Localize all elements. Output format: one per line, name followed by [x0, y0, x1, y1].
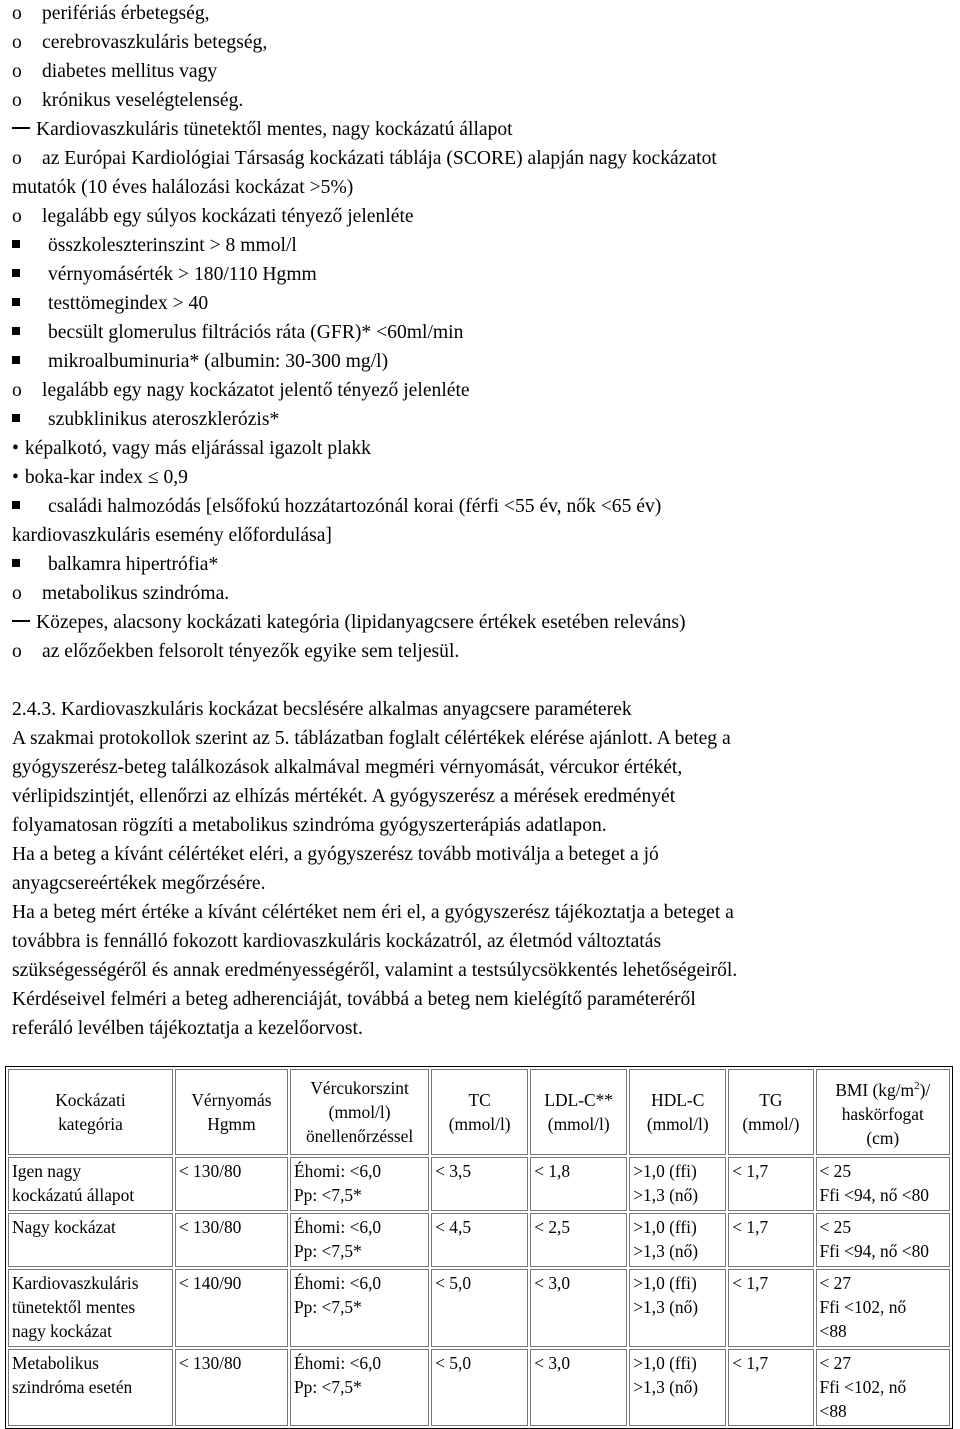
- paragraph-line: folyamatosan rögzíti a metabolikus szindróma gyógyszerterápiás adatlapon.: [12, 815, 607, 836]
- circle-bullet-icon: o: [12, 32, 22, 53]
- list-item-text: mutatók (10 éves halálozási kockázat >5%): [12, 177, 354, 198]
- list-item-text: legalább egy nagy kockázatot jelentő tényező jelenléte: [42, 380, 470, 401]
- table-cell: < 1,8: [530, 1157, 627, 1211]
- table-cell: Metabolikus szindróma esetén: [8, 1349, 173, 1426]
- table-cell: < 3,0: [530, 1269, 627, 1347]
- table-header-row: [8, 1069, 950, 1155]
- paragraph-line: A szakmai protokollok szerint az 5. táblázatban foglalt célértékek elérése ajánlott. A beteg a: [12, 728, 731, 749]
- list-item-text: Kardiovaszkuláris tünetektől mentes, nagy kockázatú állapot: [36, 119, 513, 140]
- list-item-text: összkoleszterinszint > 8 mmol/l: [48, 235, 297, 256]
- table-row: [8, 1213, 950, 1267]
- paragraph-line: vérlipidszintjét, ellenőrzi az elhízás mértékét. A gyógyszerész a mérések eredményét: [12, 786, 676, 807]
- list-item: [12, 406, 279, 434]
- square-bullet-icon: [12, 327, 20, 335]
- list-item: [12, 145, 717, 173]
- section-heading: 2.4.3. Kardiovaszkuláris kockázat becslésére alkalmas anyagcsere paraméterek: [12, 699, 632, 720]
- table-cell: < 2,5: [530, 1213, 627, 1267]
- list-item: [12, 493, 661, 521]
- column-header: TG (mmol/): [728, 1069, 813, 1155]
- paragraph-line: Ha a beteg mért értéke a kívánt célértéket nem éri el, a gyógyszerész tájékoztatja a beteget a: [12, 902, 734, 923]
- table-cell: Éhomi: <6,0 Pp: <7,5*: [290, 1157, 429, 1211]
- list-item: [12, 203, 414, 231]
- table-cell: >1,0 (ffi) >1,3 (nő): [629, 1213, 726, 1267]
- table-cell: Éhomi: <6,0 Pp: <7,5*: [290, 1269, 429, 1347]
- list-item: [12, 348, 388, 376]
- list-item-text: cerebrovaszkuláris betegség,: [42, 32, 268, 53]
- table-cell: < 5,0: [431, 1349, 528, 1426]
- table-row: [8, 1349, 950, 1426]
- square-bullet-icon: [12, 501, 20, 509]
- column-header: Kockázati kategória: [8, 1069, 173, 1155]
- table-cell: < 25 Ffi <94, nő <80: [816, 1213, 950, 1267]
- dash-bullet-icon: [12, 620, 30, 622]
- list-item: [12, 232, 297, 260]
- table-cell: < 1,7: [728, 1269, 813, 1347]
- table-cell: < 1,7: [728, 1213, 813, 1267]
- target-values-table: [5, 1066, 953, 1429]
- list-item-continuation: [12, 174, 353, 202]
- table-cell: < 1,7: [728, 1349, 813, 1426]
- column-header: BMI $(kg/m^2)/$ haskörfogat (cm): [816, 1069, 950, 1155]
- list-item: [12, 116, 513, 144]
- paragraph-line: gyógyszerész-beteg találkozások alkalmával megméri vérnyomását, vércukor értékét,: [12, 757, 683, 778]
- list-item-text: Közepes, alacsony kockázati kategória (lipidanyagcsere értékek esetében releváns): [36, 612, 686, 633]
- table-cell: < 3,0: [530, 1349, 627, 1426]
- list-item-text: az előzőekben felsorolt tényezők egyike sem teljesül.: [42, 641, 460, 662]
- paragraph-line: továbbra is fennálló fokozott kardiovaszkuláris kockázatról, az életmód változtatás: [12, 931, 662, 952]
- table-cell: Éhomi: <6,0 Pp: <7,5*: [290, 1349, 429, 1426]
- square-bullet-icon: [12, 269, 20, 277]
- circle-bullet-icon: o: [12, 61, 22, 82]
- list-item-text: testtömegindex > 40: [48, 293, 209, 314]
- table-cell: < 25 Ffi <94, nő <80: [816, 1157, 950, 1211]
- list-item-text: mikroalbuminuria* (albumin: 30-300 mg/l): [48, 351, 389, 372]
- list-item: [12, 58, 217, 86]
- column-header: LDL-C** (mmol/l): [530, 1069, 627, 1155]
- table-cell: < 27 Ffi <102, nő <88: [816, 1349, 950, 1426]
- table-cell: < 130/80: [175, 1349, 288, 1426]
- list-item-text: metabolikus szindróma.: [42, 583, 230, 604]
- list-item-text: krónikus veselégtelenség.: [42, 90, 244, 111]
- paragraph-line: Ha a beteg a kívánt célértéket eléri, a gyógyszerész tovább motiválja a beteget a jó: [12, 844, 659, 865]
- list-item-text: balkamra hipertrófia*: [48, 554, 219, 575]
- square-bullet-icon: [12, 240, 20, 248]
- list-item-text: képalkotó, vagy más eljárással igazolt plakk: [24, 438, 371, 459]
- dot-bullet-icon: •: [12, 467, 19, 488]
- column-header: TC (mmol/l): [431, 1069, 528, 1155]
- list-item-continuation: [12, 522, 332, 550]
- list-item-text: az Európai Kardiológiai Társaság kockázati táblája (SCORE) alapján nagy kockázatot: [42, 148, 717, 169]
- table-cell: Nagy kockázat: [8, 1213, 173, 1267]
- table-row: [8, 1157, 950, 1211]
- list-item: [12, 319, 463, 347]
- list-item-text: szubklinikus ateroszklerózis*: [48, 409, 280, 430]
- table-row: [8, 1269, 950, 1347]
- list-item: [12, 0, 210, 28]
- table-cell: Igen nagy kockázatú állapot: [8, 1157, 173, 1211]
- table-cell: >1,0 (ffi) >1,3 (nő): [629, 1157, 726, 1211]
- list-item: [12, 290, 208, 318]
- list-item: [12, 435, 371, 463]
- square-bullet-icon: [12, 559, 20, 567]
- table-cell: < 3,5: [431, 1157, 528, 1211]
- square-bullet-icon: [12, 414, 20, 422]
- list-item-text: vérnyomásérték > 180/110 Hgmm: [48, 264, 317, 285]
- list-item: [12, 551, 218, 579]
- table-cell: < 130/80: [175, 1213, 288, 1267]
- paragraph-line: Kérdéseivel felméri a beteg adherenciáját, továbbá a beteg nem kielégítő paraméteréről: [12, 989, 696, 1010]
- list-item-text: kardiovaszkuláris esemény előfordulása]: [12, 525, 332, 546]
- list-item: [12, 87, 243, 115]
- dot-bullet-icon: •: [12, 438, 19, 459]
- paragraph-line: referáló levélben tájékoztatja a kezelőorvost.: [12, 1018, 363, 1039]
- table-cell: < 1,7: [728, 1157, 813, 1211]
- list-item-text: legalább egy súlyos kockázati tényező jelenléte: [42, 206, 414, 227]
- list-item: [12, 261, 317, 289]
- dash-bullet-icon: [12, 127, 30, 129]
- circle-bullet-icon: o: [12, 641, 22, 662]
- column-header: HDL-C (mmol/l): [629, 1069, 726, 1155]
- circle-bullet-icon: o: [12, 90, 22, 111]
- paragraph-line: szükségességéről és annak eredményességéről, valamint a testsúlycsökkentés lehetőségeiről.: [12, 960, 738, 981]
- square-bullet-icon: [12, 356, 20, 364]
- list-item-text: diabetes mellitus vagy: [42, 61, 218, 82]
- circle-bullet-icon: o: [12, 583, 22, 604]
- table-cell: < 4,5: [431, 1213, 528, 1267]
- column-header: Vércukorszint (mmol/l) önellenőrzéssel: [290, 1069, 429, 1155]
- circle-bullet-icon: o: [12, 380, 22, 401]
- circle-bullet-icon: o: [12, 148, 22, 169]
- table-cell: >1,0 (ffi) >1,3 (nő): [629, 1349, 726, 1426]
- table-cell: < 140/90: [175, 1269, 288, 1347]
- circle-bullet-icon: o: [12, 3, 22, 24]
- column-header: Vérnyomás Hgmm: [175, 1069, 288, 1155]
- list-item: [12, 377, 470, 405]
- table-cell: < 130/80: [175, 1157, 288, 1211]
- list-item-text: becsült glomerulus filtrációs ráta (GFR)* <60ml/min: [48, 322, 464, 343]
- table-cell: < 5,0: [431, 1269, 528, 1347]
- list-item: [12, 609, 686, 637]
- paragraph-line: anyagcsereértékek megőrzésére.: [12, 873, 266, 894]
- list-item: [12, 580, 229, 608]
- table-cell: < 27 Ffi <102, nő <88: [816, 1269, 950, 1347]
- circle-bullet-icon: o: [12, 206, 22, 227]
- list-item-text: boka-kar index ≤ 0,9: [24, 467, 188, 488]
- table-cell: >1,0 (ffi) >1,3 (nő): [629, 1269, 726, 1347]
- list-item: [12, 29, 267, 57]
- list-item-text: családi halmozódás [elsőfokú hozzátartozónál korai (férfi <55 év, nők <65 év): [48, 496, 662, 517]
- table-cell: Kardiovaszkuláris tünetektől mentes nagy kockázat: [8, 1269, 173, 1347]
- list-item: [12, 638, 459, 666]
- square-bullet-icon: [12, 298, 20, 306]
- list-item: [12, 464, 188, 492]
- list-item-text: perifériás érbetegség,: [42, 3, 210, 24]
- table-cell: Éhomi: <6,0 Pp: <7,5*: [290, 1213, 429, 1267]
